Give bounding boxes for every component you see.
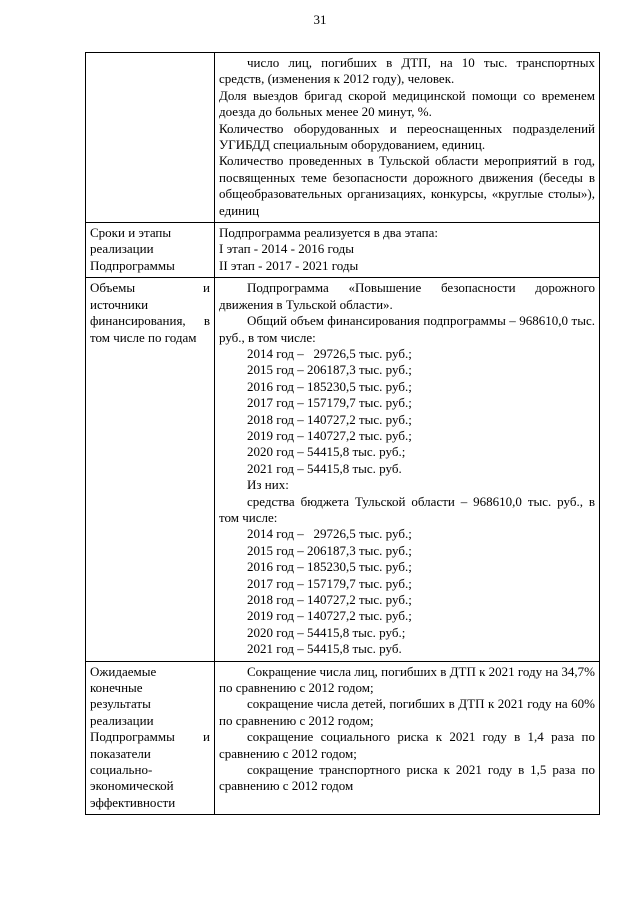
funding-label-line: источники: [90, 296, 149, 312]
indicators-cell: [215, 53, 600, 223]
funding-year-line: 2017 год – 157179,7 тыс. руб.;: [247, 395, 412, 411]
result-paragraph: сокращение числа детей, погибших в ДТП к 2021 году на 60% по сравнению с 2012 годом;: [219, 696, 595, 728]
regional-year-line: 2016 год – 185230,5 тыс. руб.;: [247, 559, 412, 575]
funding-label-line: Объемы и: [90, 280, 210, 296]
indicator-paragraph: Доля выездов бригад скорой медицинской помощи со временем доезда до больных менее 20 минут, %.: [219, 87, 595, 120]
funding-total: Общий объем финансирования подпрограммы – 968610,0 тыс. руб., в том числе:: [219, 313, 595, 345]
results-label-line: социально-: [90, 762, 153, 778]
funding-intro: Подпрограмма «Повышение безопасности дорожного движения в Тульской области».: [219, 280, 595, 312]
results-label-line: показатели: [90, 745, 151, 761]
table-row-funding: [86, 278, 600, 661]
table-row-indicators: [86, 53, 600, 223]
indicator-paragraph: Количество оборудованных и переоснащенных подразделений УГИБДД специальным оборудованием, единиц.: [219, 120, 595, 153]
results-label-line: результаты: [90, 696, 151, 712]
results-label-line: Подпрограммы и: [90, 729, 210, 745]
results-label-line: конечные: [90, 680, 143, 696]
results-label-line: экономической: [90, 778, 174, 794]
indicator-paragraph: Количество проведенных в Тульской области мероприятий в год, посвященных теме безопасности дорожного движения (беседы в общеобразовательных организациях, конкурсы, «круглые столы»), единиц: [219, 153, 595, 218]
results-cell: [215, 661, 600, 815]
result-paragraph: сокращение транспортного риска к 2021 году в 1,5 раза по сравнению с 2012 годом: [219, 762, 595, 794]
results-label-line: Ожидаемые: [90, 663, 157, 679]
funding-year-line: 2015 год – 206187,3 тыс. руб.;: [247, 362, 412, 378]
regional-year-line: 2017 год – 157179,7 тыс. руб.;: [247, 575, 412, 591]
label-cell-empty: [86, 53, 215, 223]
funding-year-line: 2016 год – 185230,5 тыс. руб.;: [247, 378, 412, 394]
funding-year-line: 2021 год – 54415,8 тыс. руб.: [247, 460, 402, 476]
table-row-terms: [86, 223, 600, 278]
result-paragraph: сокращение социального риска к 2021 году в 1,4 раза по сравнению с 2012 годом;: [219, 729, 595, 761]
terms-line: I этап - 2014 - 2016 годы: [219, 241, 354, 257]
regional-year-line: 2018 год – 140727,2 тыс. руб.;: [247, 592, 412, 607]
results-label-cell: [86, 661, 215, 815]
regional-year-line: 2014 год – 29726,5 тыс. руб.;: [247, 526, 412, 542]
page-number: 31: [313, 12, 327, 27]
terms-line: Подпрограмма реализуется в два этапа:: [219, 225, 438, 241]
terms-label-line: реализации: [90, 241, 154, 257]
passport-table: [85, 52, 600, 815]
results-label-line: эффективности: [90, 794, 176, 810]
funding-year-line: 2014 год – 29726,5 тыс. руб.;: [247, 345, 412, 361]
indicator-paragraph: число лиц, погибших в ДТП, на 10 тыс. транспортных средств, (изменения к 2012 году), человек.: [219, 55, 595, 87]
funding-year-line: 2019 год – 140727,2 тыс. руб.;: [247, 427, 412, 443]
terms-line: II этап - 2017 - 2021 годы: [219, 257, 359, 273]
funding-cell: [215, 278, 600, 661]
funding-label-cell: [86, 278, 215, 661]
funding-label-line: финансирования, в: [90, 313, 210, 329]
funding-year-line: 2020 год – 54415,8 тыс. руб.;: [247, 444, 406, 460]
results-label-line: реализации: [90, 712, 154, 728]
terms-label-line: Подпрограммы: [90, 257, 175, 273]
terms-label-line: Сроки и этапы: [90, 225, 172, 241]
terms-cell: [215, 223, 600, 278]
regional-year-line: 2020 год – 54415,8 тыс. руб.;: [247, 624, 406, 640]
result-paragraph: Сокращение числа лиц, погибших в ДТП к 2021 году на 34,7% по сравнению с 2012 годом;: [219, 663, 595, 696]
regional-year-line: 2015 год – 206187,3 тыс. руб.;: [247, 542, 412, 558]
funding-regional: средства бюджета Тульской области – 968610,0 тыс. руб., в том числе:: [219, 493, 595, 525]
regional-year-line: 2019 год – 140727,2 тыс. руб.;: [247, 608, 412, 624]
funding-year-line: 2018 год – 140727,2 тыс. руб.;: [247, 411, 412, 427]
funding-of-them: Из них:: [247, 477, 289, 493]
regional-year-line: 2021 год – 54415,8 тыс. руб.: [247, 641, 402, 657]
terms-label-cell: [86, 223, 215, 278]
funding-label-line: том числе по годам: [90, 329, 197, 345]
table-row-results: [86, 661, 600, 815]
